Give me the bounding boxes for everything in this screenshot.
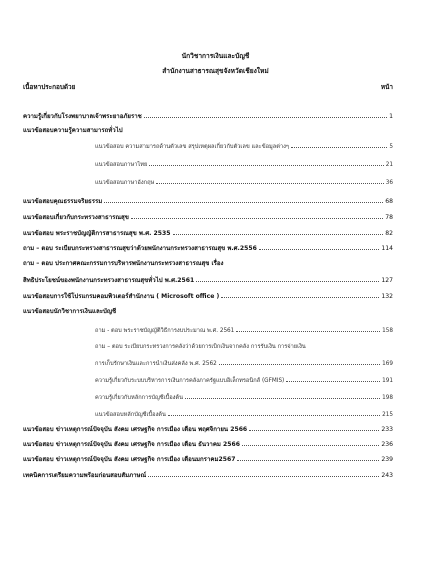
- toc-entry: แนวข้อสอบ พระราชบัญญัติการสาธารณสุข พ.ศ. 2535 82: [23, 230, 393, 237]
- toc-entry: แนวข้อสอบการใช้โปรแกรมคอมพิวเตอร์สำนักงาน ( Microsoft office ) 132: [23, 293, 393, 300]
- toc-entry: แนวข้อสอบภาษาอังกฤษ 36: [95, 177, 393, 187]
- toc-entry: ถาม – ตอบ ประกาศคณะกรรมการบริหารพนักงานกระทรวงสาธารณสุข เรื่อง: [23, 260, 224, 267]
- toc-entry: เทคนิคการเตรียมความพร้อมก่อนสอบสัมภาษณ์ 243: [23, 472, 393, 479]
- toc-entry: แนวข้อสอบ ข่าวเหตุการณ์ปัจจุบัน สังคม เศรษฐกิจ การเมือง เดือน พฤศจิกายน 2566 233: [23, 426, 393, 433]
- toc-entry: แนวข้อสอบคุณธรรมจริยธรรม 68: [23, 198, 393, 205]
- toc-entry: ถาม - ตอบ พระราชบัญญัติวิธีการงบประมาณ พ.ศ. 2561 158: [95, 325, 393, 335]
- toc-entry: ถาม – ตอบ ระเบียบกระทรวงการคลังว่าด้วยการเบิกเงินจากคลัง การรับเงิน การจ่ายเงิน: [95, 344, 306, 350]
- toc-entry: แนวข้อสอบความรู้ความสามารถทั่วไป: [23, 127, 123, 134]
- toc-entry: ความรู้เกี่ยวกับหลักการบัญชีเบื้องต้น 198: [95, 392, 393, 402]
- document-subtitle: สำนักงานสาธารณสุขจังหวัดเชียงใหม่: [162, 67, 269, 75]
- document-title: นักวิชาการเงินและบัญชี: [181, 52, 250, 60]
- toc-entry: แนวข้อสอบ ความสามารถด้านตัวเลข สรุปเหตุผลเกี่ยวกับตัวเลข และข้อมูลต่างๆ 5: [95, 141, 393, 151]
- toc-entry: แนวข้อสอบ ข่าวเหตุการณ์ปัจจุบัน สังคม เศรษฐกิจ การเมือง เดือน ธันวาคม 2566 236: [23, 441, 393, 448]
- toc-entry: แนวข้อสอบนักวิชาการเงินและบัญชี: [23, 308, 117, 315]
- toc-entry: ความรู้เกี่ยวกับระบบบริหารการเงินการคลังภาครัฐแบบอิเล็กทรอนิกส์ (GFMIS) 191: [95, 375, 393, 385]
- toc-entry: สิทธิประโยชน์ของพนักงานกระทรวงสาธารณสุขทั่วไป พ.ศ.2561 127: [23, 277, 393, 284]
- contents-label: เนื้อหาประกอบด้วย: [23, 83, 76, 91]
- toc-entry: แนวข้อสอบหลักบัญชีเบื้องต้น 215: [95, 409, 393, 419]
- contents-header: [23, 82, 393, 92]
- page-column-label: หน้า: [380, 83, 393, 91]
- toc-entry: แนวข้อสอบเกี่ยวกับกระทรวงสาธารณสุข 78: [23, 214, 393, 221]
- toc-entry: แนวข้อสอบภาษาไทย 21: [95, 159, 393, 169]
- toc-entry: ความรู้เกี่ยวกับโรงพยาบาลเจ้าพระยาอภัยราช 1: [23, 113, 393, 120]
- toc-entry: ถาม – ตอบ ระเบียบกระทรวงสาธารณสุขว่าด้วยพนักงานกระทรวงสาธารณสุข พ.ศ.2556 114: [23, 245, 393, 252]
- toc-entry: แนวข้อสอบ ข่าวเหตุการณ์ปัจจุบัน สังคม เศรษฐกิจ การเมือง เดือนมกราคม2567 239: [23, 456, 393, 463]
- toc-entry: การเก็บรักษาเงินและการนำเงินส่งคลัง พ.ศ. 2562 169: [95, 358, 393, 368]
